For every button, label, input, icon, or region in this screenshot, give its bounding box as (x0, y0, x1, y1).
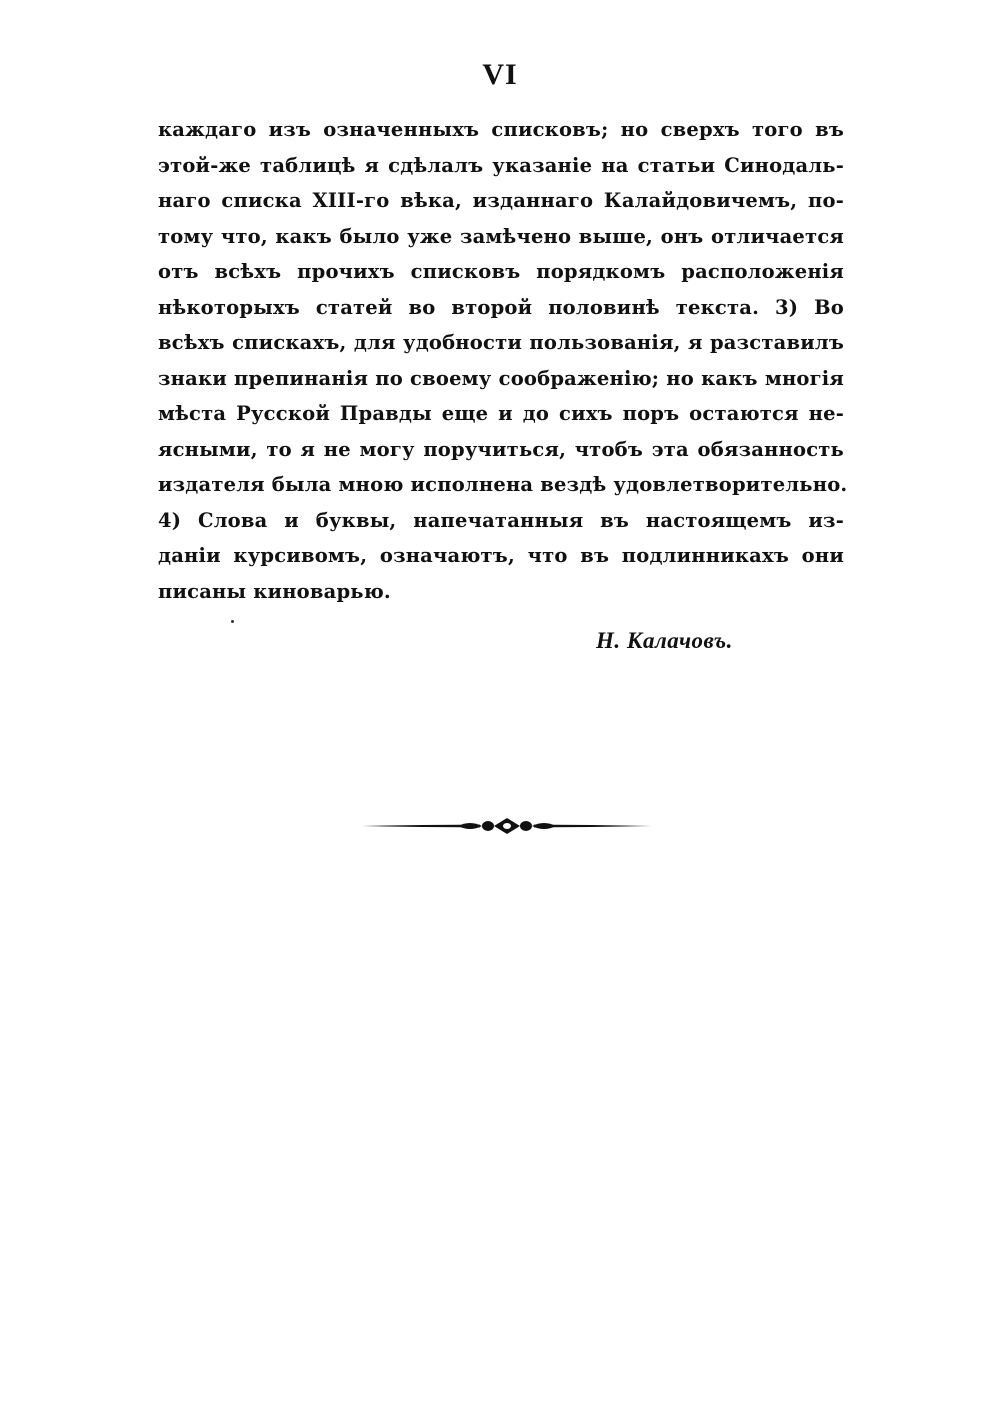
text-line: нѣкоторыхъ статей во второй половинѣ текста. 3) Во (158, 295, 844, 319)
decorative-rule-ornament-icon (362, 815, 652, 837)
text-line: мѣста Русской Правды еще и до сихъ поръ остаются не- (158, 402, 844, 425)
text-line: издателя была мною исполнена вездѣ удовлетворительно. (158, 473, 848, 496)
body-text (158, 112, 848, 609)
text-line: даніи курсивомъ, означаютъ, что въ подлинникахъ они (158, 544, 844, 567)
text-line: каждаго изъ означенныхъ списковъ; но сверхъ того въ (158, 118, 844, 141)
text-line: отъ всѣхъ прочихъ списковъ порядкомъ расположенія (158, 260, 844, 283)
text-line: наго списка XIII-го вѣка, изданнаго Калайдовичемъ, по- (158, 189, 844, 212)
text-line: знаки препинанія по своему соображенію; но какъ многія (158, 366, 844, 390)
text-line: этой-же таблицѣ я сдѣлалъ указаніе на статьи Синодаль- (158, 153, 844, 177)
text-line: ясными, то я не могу поручиться, чтобъ эта обязанность (158, 437, 844, 461)
page-number: VI (482, 58, 518, 91)
author-signature: Н. Калачовъ. (596, 628, 733, 653)
text-line: тому что, какъ было уже замѣчено выше, онъ отличается (158, 224, 844, 248)
text-line: писаны киноварью. (158, 579, 391, 603)
text-line: всѣхъ спискахъ, для удобности пользованія, я разставилъ (158, 331, 844, 354)
text-line: 4) Слова и буквы, напечатанныя въ настоящемъ из- (158, 508, 844, 532)
ink-speck (231, 620, 234, 623)
